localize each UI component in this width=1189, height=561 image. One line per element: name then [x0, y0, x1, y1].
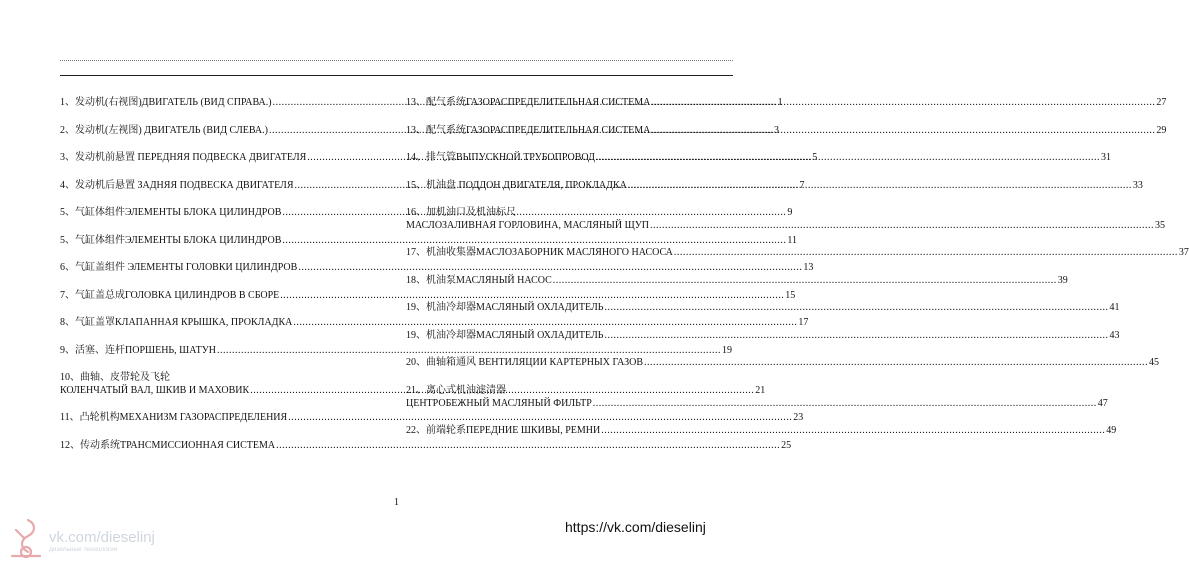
- toc-entry-title: 12、传动系统ТРАНСМИССИОННАЯ СИСТЕМА: [60, 439, 276, 451]
- toc-entry-line: [406, 356, 1160, 369]
- toc-entry-title: МАСЛОЗАЛИВНАЯ ГОРЛОВИНА, МАСЛЯНЫЙ ЩУП: [406, 220, 650, 231]
- piston-logo-icon: [6, 516, 46, 560]
- toc-entry-page: 39: [1057, 274, 1068, 286]
- toc-entry-title: 17、机油收集器МАСЛОЗАБОРНИК МАСЛЯНОГО НАСОСА: [406, 247, 673, 258]
- dot-leader: [604, 329, 1108, 342]
- toc-entry-page: 27: [1156, 97, 1167, 108]
- toc-entry-line: [60, 439, 792, 452]
- toc-entry-title: 5、气缸体组件ЭЛЕМЕНТЫ БЛОКА ЦИЛИНДРОВ: [60, 207, 282, 218]
- toc-entry-page: 41: [1109, 302, 1120, 313]
- dot-leader: [674, 246, 1178, 259]
- toc-entry-title: 22、前端轮系ПЕРЕДНИЕ ШКИВЫ, РЕМНИ: [406, 424, 601, 436]
- toc-entry-title: 6、气缸盖组件 ЭЛЕМЕНТЫ ГОЛОВКИ ЦИЛИНДРОВ: [60, 262, 298, 273]
- toc-entry-page: 5: [812, 152, 818, 163]
- toc-entry-page: 47: [1097, 397, 1108, 409]
- toc-entry-page: 45: [1149, 357, 1160, 368]
- watermark-text: vk.com/dieselinj: [49, 529, 155, 546]
- toc-entry-title: 11、凸轮机构МЕХАНИЗМ ГАЗОРАСПРЕДЕЛЕНИЯ: [60, 412, 288, 423]
- toc-entry-title: 4、发动机后悬置 ЗАДНЯЯ ПОДВЕСКА ДВИГАТЕЛЯ: [60, 179, 294, 191]
- toc-entry-page: 25: [781, 439, 792, 451]
- toc-entry-line: [60, 344, 733, 357]
- toc-entry-title: 5、气缸体组件ЭЛЕМЕНТЫ БЛОКА ЦИЛИНДРОВ: [60, 234, 282, 246]
- toc-entry-line: [406, 424, 1117, 437]
- toc-entry-heading: 10、曲轴、皮带轮及飞轮: [60, 372, 170, 383]
- dot-leader: [651, 124, 1155, 137]
- dot-leader: [596, 151, 1100, 164]
- toc-entry[interactable]: [406, 179, 1143, 207]
- toc-entry-line: [406, 329, 1120, 342]
- toc-entry-title: КОЛЕНЧАТЫЙ ВАЛ, ШКИВ И МАХОВИК: [60, 385, 250, 396]
- toc-entry-line: [60, 411, 804, 424]
- toc-entry-page: 49: [1106, 424, 1117, 436]
- page-number: 1: [394, 497, 399, 508]
- toc-entry-page: 35: [1155, 220, 1166, 231]
- dot-leader: [628, 179, 1132, 192]
- dot-leader: [553, 274, 1057, 287]
- toc-entry-title: 15、机油盘 ПОДДОН ДВИГАТЕЛЯ, ПРОКЛАДКА: [406, 179, 627, 191]
- toc-entry-page: 3: [773, 124, 779, 136]
- toc-entry-page: 15: [785, 289, 796, 301]
- dot-leader: [651, 96, 1155, 109]
- toc-entry-line: [406, 219, 1166, 232]
- toc-entry-title: 18、机油泵МАСЛЯНЫЙ НАСОС: [406, 274, 552, 286]
- toc-entry[interactable]: [406, 96, 1167, 124]
- toc-entry-title: ЦЕНТРОБЕЖНЫЙ МАСЛЯНЫЙ ФИЛЬТР: [406, 397, 592, 409]
- toc-entry-line: [406, 301, 1120, 314]
- toc-entry-line: [60, 261, 814, 274]
- toc-entry-line: [406, 397, 1108, 410]
- toc-entry-page: 11: [787, 234, 798, 246]
- toc-entry[interactable]: [406, 124, 1167, 152]
- header-dotted-rule: [60, 60, 733, 61]
- toc-entry-title: 9、活塞、连杆ПОРШЕНЬ, ШАТУН: [60, 344, 217, 356]
- toc-entry-line: [406, 151, 1111, 164]
- toc-entry-line: [406, 124, 1167, 137]
- toc-entry-page: 43: [1109, 329, 1120, 341]
- footer-url[interactable]: https://vk.com/dieselinj: [565, 519, 706, 535]
- toc-entry-line: [60, 234, 798, 247]
- toc-entry-page: 19: [722, 344, 733, 356]
- watermark-subtext: дизельные технологии: [49, 546, 118, 553]
- toc-entry-title: 2、发动机(左视图) ДВИГАТЕЛЬ (ВИД СЛЕВА.): [60, 124, 268, 136]
- toc-entry-heading: 16、加机油口及机油标尺: [406, 207, 516, 218]
- toc-entry-page: 7: [799, 179, 805, 191]
- toc-entry[interactable]: [60, 439, 792, 467]
- toc-entry-title: 13、配气系统ГАЗОРАСПРЕДЕЛИТЕЛЬНАЯ СИСТЕМА: [406, 97, 651, 108]
- dot-leader: [593, 397, 1097, 410]
- watermark-logo: [6, 516, 186, 560]
- toc-entry-title: 13、配气系统ГАЗОРАСПРЕДЕЛИТЕЛЬНАЯ СИСТЕМА: [406, 124, 651, 136]
- toc-entry-title: 7、气缸盖总成ГОЛОВКА ЦИЛИНДРОВ В СБОРЕ: [60, 289, 280, 301]
- dot-leader: [604, 301, 1108, 314]
- toc-entry-title: 8、气缸盖罩КЛАПАННАЯ КРЫШКА, ПРОКЛАДКА: [60, 317, 293, 328]
- toc-entry-line: [406, 179, 1143, 192]
- toc-entry-page: 33: [1132, 179, 1143, 191]
- toc-entry-line: [406, 246, 1189, 259]
- dot-leader: [644, 356, 1148, 369]
- toc-entry-title: 3、发动机前悬置 ПЕРЕДНЯЯ ПОДВЕСКА ДВИГАТЕЛЯ: [60, 152, 307, 163]
- toc-entry-title: 19、机油冷却器МАСЛЯНЫЙ ОХЛАДИТЕЛЬ: [406, 329, 604, 341]
- dot-leader: [601, 424, 1105, 437]
- header-solid-rule: [60, 75, 733, 76]
- toc-entry-title: 14、排气管ВЫПУСКНОЙ ТРУБОПРОВОД: [406, 152, 595, 163]
- toc-entry-page: 31: [1100, 152, 1111, 163]
- toc-entry-line: [406, 96, 1167, 109]
- toc-entry-page: 1: [777, 97, 783, 108]
- toc-entry-heading: 21、离心式机油滤清器: [406, 384, 506, 396]
- toc-entry-page: 23: [793, 412, 804, 423]
- toc-entry[interactable]: [406, 151, 1111, 179]
- dot-leader: [650, 219, 1154, 232]
- toc-entry[interactable]: [406, 329, 1120, 357]
- toc-entry-page: 13: [803, 262, 814, 273]
- toc-entry-page: 17: [798, 317, 809, 328]
- toc-entry-page: 37: [1178, 247, 1189, 258]
- toc-entry-line: [60, 316, 809, 329]
- toc-entry[interactable]: [406, 356, 1160, 384]
- toc-entry-page: 21: [755, 385, 766, 396]
- toc-entry-line: [406, 274, 1068, 287]
- toc-entry-line: [60, 289, 796, 302]
- toc-entry-page: 29: [1156, 124, 1167, 136]
- toc-entry-title: 1、发动机(右视图)ДВИГАТЕЛЬ (ВИД СПРАВА.): [60, 97, 272, 108]
- toc-entry-page: 9: [787, 207, 793, 218]
- toc-entry-title: 20、曲轴箱通风 ВЕНТИЛЯЦИИ КАРТЕРНЫХ ГАЗОВ: [406, 357, 644, 368]
- toc-entry-title: 19、机油冷却器МАСЛЯНЫЙ ОХЛАДИТЕЛЬ: [406, 302, 604, 313]
